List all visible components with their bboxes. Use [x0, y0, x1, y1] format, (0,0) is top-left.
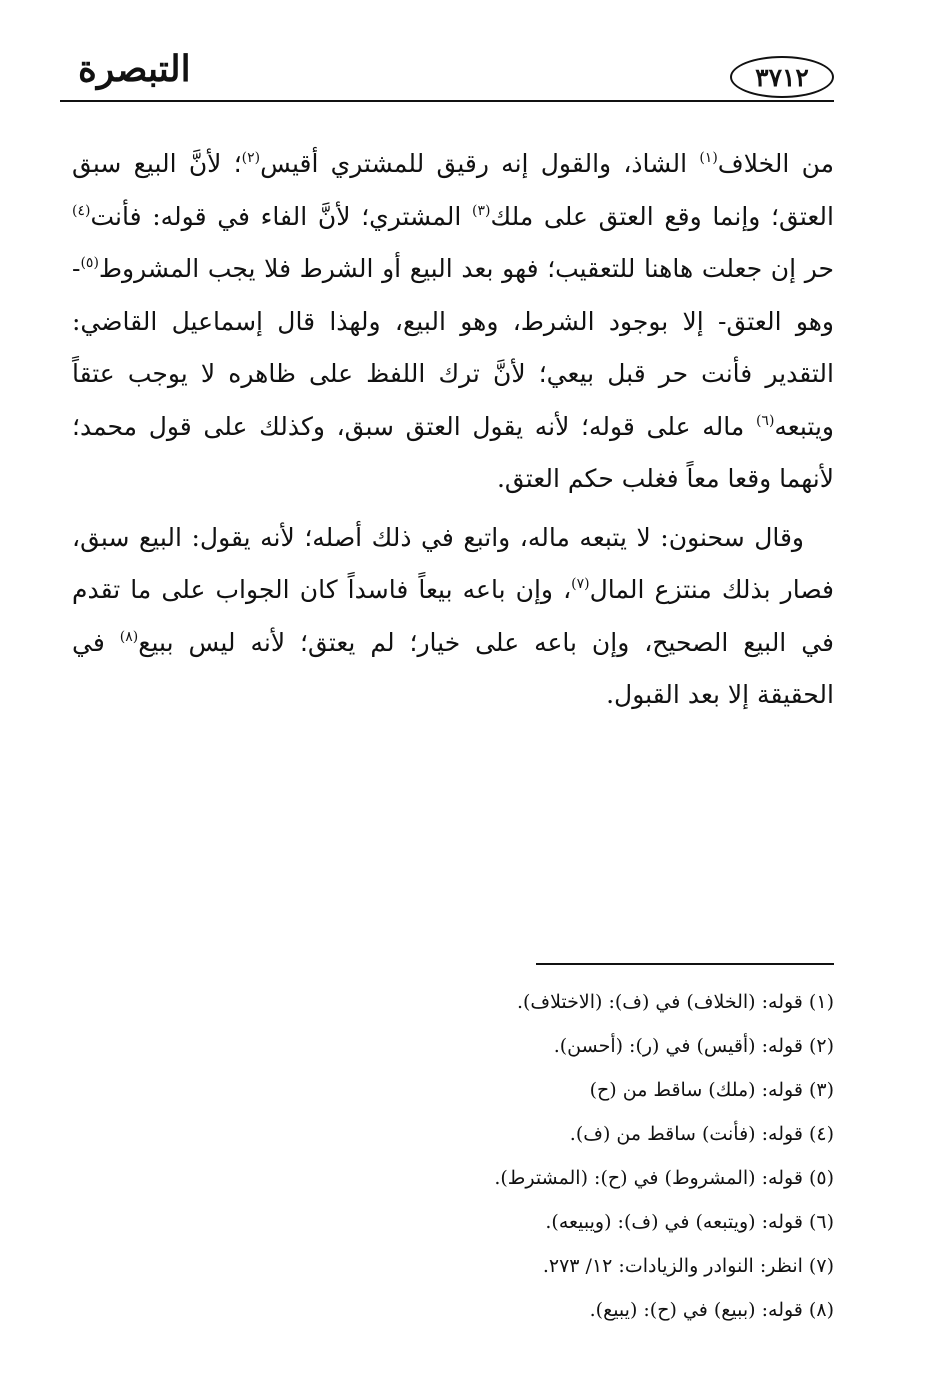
footnote-item: (٢) قوله: (أقيس) في (ر): (أحسن).	[553, 1035, 834, 1057]
footnote-reference: (٥)	[80, 255, 99, 271]
text-run: المشتري؛ لأنَّ الفاء في قوله: فأنت	[90, 201, 473, 231]
body-paragraph	[72, 138, 834, 506]
text-run: في الحقيقة إلا بعد القبول.	[72, 627, 834, 709]
book-title: التبصرة	[78, 48, 191, 90]
text-run: حر إن جعلت هاهنا للتعقيب؛ فهو بعد البيع أو الشرط فلا يجب المشروط	[98, 254, 834, 283]
page-header	[60, 42, 834, 108]
footnote-reference: (٤)	[72, 202, 91, 219]
footnote-reference: (٣)	[472, 202, 491, 219]
body-paragraph	[72, 512, 834, 722]
main-text	[72, 138, 834, 722]
footnote-reference: (٢)	[241, 150, 261, 166]
page-number: ٣٧١٢	[730, 56, 834, 98]
footnote-item: (٣) قوله: (ملك) ساقط من (ح)	[589, 1079, 834, 1101]
footnote-item: (٧) انظر: النوادر والزيادات: ١٢/ ٢٧٣.	[542, 1255, 834, 1277]
text-run: ، وإن باعه بيعاً فاسداً كان الجواب على ما تقدم في البيع الصحيح، وإن باعه على خيار؛ لم يعتق؛ لأنه ليس ببيع	[72, 575, 834, 657]
footnote-separator	[536, 963, 834, 965]
header-rule	[60, 100, 834, 102]
footnote-item: (٦) قوله: (ويتبعه) في (ف): (ويبيعه).	[545, 1211, 834, 1233]
text-run: الشاذ، والقول إنه رقيق للمشتري أقيس	[260, 149, 700, 178]
footnote-item: (٨) قوله: (ببيع) في (ح): (يبيع).	[589, 1299, 834, 1321]
text-run: - وهو العتق- إلا بوجود الشرط، وهو البيع، ولهذا قال إسماعيل القاضي: التقدير فأنت حر قبل بيعي؛ لأنَّ ترك اللفظ على ظاهره لا يوجب عتقاً ويتبعه	[72, 254, 834, 441]
text-run: وقال سحنون: لا يتبعه ماله، واتبع في ذلك أصله؛ لأنه يقول: البيع سبق، فصار بذلك منتزع المال	[72, 522, 834, 604]
footnote-reference: (٦)	[755, 412, 775, 429]
footnote-item: (٤) قوله: (فأنت) ساقط من (ف).	[569, 1123, 834, 1145]
footnote-item: (١) قوله: (الخلاف) في (ف): (الاختلاف).	[516, 991, 834, 1013]
text-run: ماله على قوله؛ لأنه يقول العتق سبق، وكذلك على قول محمد؛ لأنهما وقعا معاً فغلب حكم العتق.	[72, 411, 834, 493]
text-run: من الخلاف	[717, 149, 834, 178]
footnotes	[72, 980, 834, 1332]
footnote-reference: (١)	[699, 150, 718, 166]
footnote-item: (٥) قوله: (المشروط) في (ح): (المشترط).	[494, 1167, 834, 1189]
footnote-reference: (٧)	[571, 576, 590, 592]
text-run: ؛ لأنَّ البيع سبق العتق؛ وإنما وقع العتق على ملك	[72, 149, 834, 231]
footnote-reference: (٨)	[119, 628, 139, 645]
